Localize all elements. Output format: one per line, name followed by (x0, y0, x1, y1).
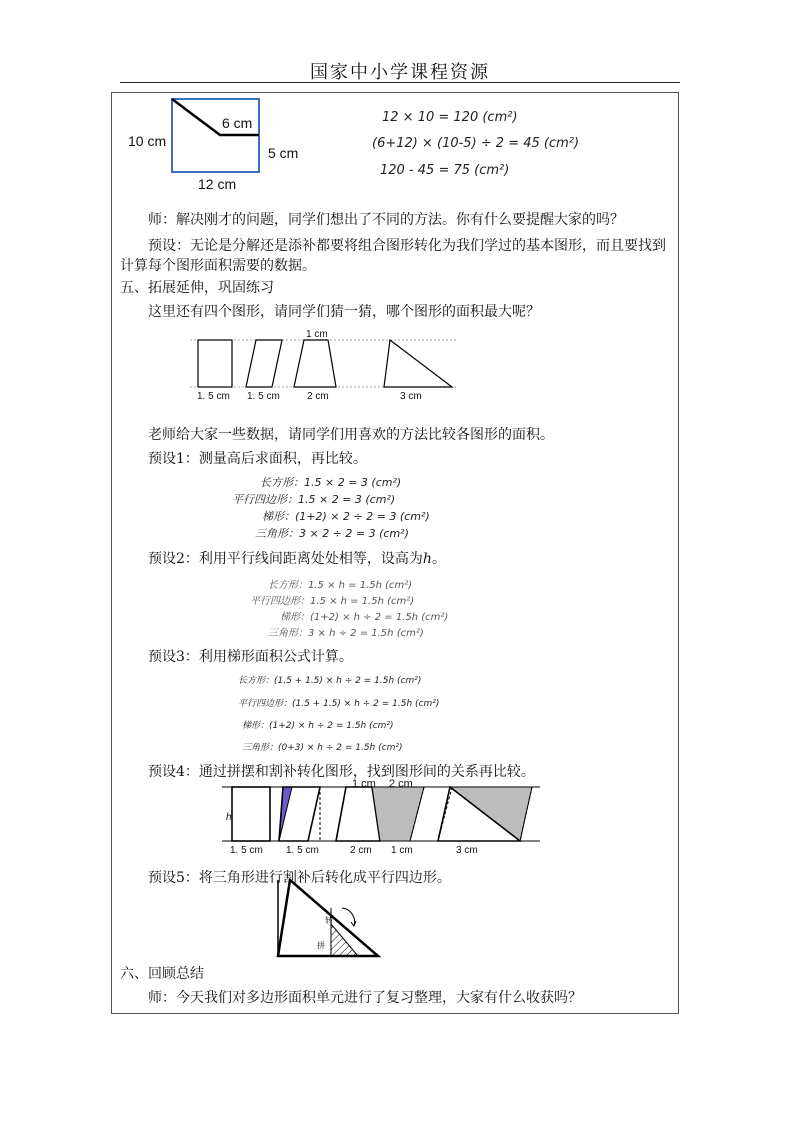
preset-4-text: 预设4：通过拼摆和割补转化图形，找到图形间的关系再比较。 (148, 764, 535, 780)
preset4-bottom-label: 2 cm (350, 845, 372, 856)
preset4-bottom-label: 1. 5 cm (286, 845, 319, 856)
preset4-bottom-label: 1 cm (391, 845, 413, 856)
shapes-bottom-label: 1. 5 cm (197, 391, 230, 402)
preset2-calc-line: 三角形：3 × h ÷ 2 = 1.5h (cm²) (268, 628, 424, 639)
preset-paragraph-line1: 预设：无论是分解还是添补都要将组合图形转化为我们学过的基本图形，而且要找到 (148, 238, 666, 254)
fig1-calc-line: 12 × 10 = 120 (cm²) (382, 110, 518, 125)
fig1-label-top: 6 cm (222, 115, 253, 131)
preset1-calc-line: 梯形：(1+2) × 2 ÷ 2 = 3 (cm²) (262, 510, 430, 523)
hatched-piece (331, 924, 358, 956)
rectangle-shape (198, 340, 232, 387)
preset1-calc-line: 三角形：3 × 2 ÷ 2 = 3 (cm²) (255, 527, 409, 540)
preset-1-text: 预设1：测量高后求面积，再比较。 (148, 451, 367, 467)
section-5-heading: 五、拓展延伸，巩固练习 (120, 280, 274, 296)
preset1-calc-line: 长方形：1.5 × 2 = 3 (cm²) (260, 476, 402, 489)
preset-2-text-main: 预设2：利用平行线间距离处处相等，设高为 (148, 551, 423, 567)
fig1-label-left: 10 cm (128, 133, 167, 149)
preset3-calc-line: 平行四边形：(1.5 + 1.5) × h ÷ 2 = 1.5h (cm²) (238, 699, 440, 709)
preset2-calc-line: 长方形：1.5 × h = 1.5h (cm²) (268, 580, 413, 591)
teacher-data-text: 老师给大家一些数据，请同学们用喜欢的方法比较各图形的面积。 (148, 427, 554, 443)
fig1-label-bottom: 12 cm (198, 176, 237, 192)
summary-question: 师：今天我们对多边形面积单元进行了复习整理，大家有什么收获吗？ (148, 990, 582, 1006)
page-header-title: 国家中小学课程资源 (310, 62, 490, 83)
triangle-shape (384, 340, 452, 387)
preset2-calc-line: 平行四边形：1.5 × h = 1.5h (cm²) (250, 596, 415, 607)
triangle-added-piece (450, 787, 532, 841)
preset4-bottom-label: 1. 5 cm (230, 845, 263, 856)
preset-5-text: 预设5：将三角形进行割补后转化成平行四边形。 (148, 870, 451, 886)
shapes-top-label: 1 cm (306, 329, 328, 340)
preset4-top-label: 2 cm (389, 778, 413, 790)
fig1-calc-line: 120 - 45 = 75 (cm²) (380, 163, 510, 178)
fig1-calc-line: (6+12) × (10-5) ÷ 2 = 45 (cm²) (372, 136, 580, 151)
preset-2-text-end: 。 (431, 551, 446, 567)
preset-paragraph-line2: 计算每个图形面积需要的数据。 (120, 258, 316, 274)
preset4-top-label: 1 cm (352, 778, 376, 790)
height-label: h (226, 812, 232, 823)
preset-3-text: 预设3：利用梯形面积公式计算。 (148, 649, 353, 665)
parallelogram-shape (246, 340, 282, 387)
trapezoid-shape (294, 340, 336, 387)
section-6-heading: 六、回顾总结 (120, 966, 204, 982)
preset4-bottom-label: 3 cm (456, 845, 478, 856)
preset1-calc-line: 平行四边形：1.5 × 2 = 3 (cm²) (232, 493, 396, 506)
preset-2-text (148, 549, 446, 569)
preset3-calc-line: 长方形：(1.5 + 1.5) × h ÷ 2 = 1.5h (cm²) (238, 676, 422, 686)
four-shapes-intro: 这里还有四个图形，请同学们猜一猜，哪个图形的面积最大呢？ (148, 304, 540, 320)
shapes-bottom-label: 1. 5 cm (247, 391, 280, 402)
shapes-bottom-label: 3 cm (400, 391, 422, 402)
rearrangement-figure (222, 780, 542, 860)
header-rule (120, 82, 680, 83)
fig1-label-right: 5 cm (268, 145, 299, 161)
preset3-calc-line: 三角形：(0+3) × h ÷ 2 = 1.5h (cm²) (242, 743, 403, 753)
preset3-calc-line: 梯形：(1+2) × h ÷ 2 = 1.5h (cm²) (242, 721, 394, 731)
teacher-question: 师：解决刚才的问题，同学们想出了不同的方法。你有什么要提醒大家的吗？ (148, 212, 624, 228)
rect-figure (232, 787, 270, 841)
trapezoid-added-piece (372, 787, 424, 841)
shapes-bottom-label: 2 cm (307, 391, 329, 402)
preset-2-height-var: h (422, 551, 432, 567)
preset2-calc-line: 梯形：(1+2) × h ÷ 2 = 1.5h (cm²) (280, 612, 449, 623)
join-label: 拼 (317, 941, 325, 950)
rotate-label: 转 (325, 916, 333, 925)
